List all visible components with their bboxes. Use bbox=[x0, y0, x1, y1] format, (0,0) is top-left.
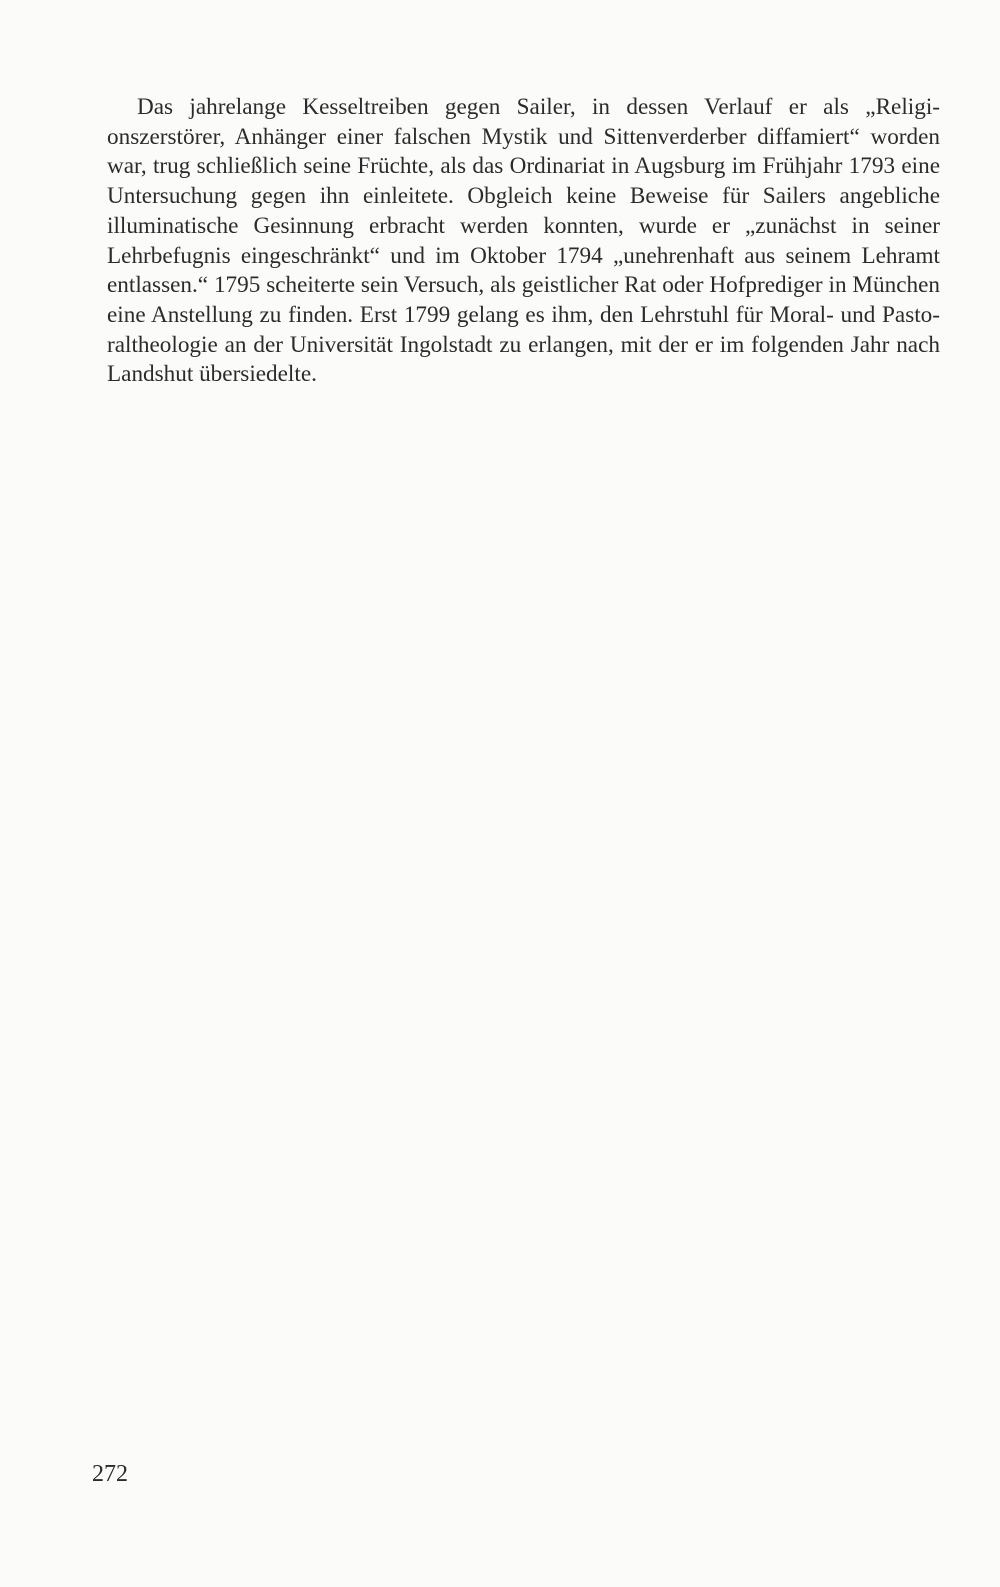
body-paragraph: Das jahrelange Kesseltreiben gegen Sailer, in dessen Verlauf er als „Religionszerstörer, Anhänger einer falschen Mystik und Sittenverderber diffamiert“ worden war, trug schließlich seine Früchte, als das Ordinariat in Augsburg im Frühjahr 1793 eine Untersuchung gegen ihn einleitete. Obgleich keine Beweise für Sailers angebliche illuminatische Gesinnung erbracht werden konnten, wurde er „zunächst in seiner Lehrbefugnis eingeschränkt“ und im Oktober 1794 „unehrenhaft aus seinem Lehramt entlassen.“ 1795 scheiterte sein Versuch, als geistlicher Rat oder Hofprediger in München eine Anstellung zu finden. Erst 1799 gelang es ihm, den Lehrstuhl für Moral- und Pastoraltheologie an der Universität Ingolstadt zu erlangen, mit der er im folgenden Jahr nach Landshut übersiedelte. bbox=[107, 94, 940, 388]
page-number: 272 bbox=[92, 1461, 128, 1487]
